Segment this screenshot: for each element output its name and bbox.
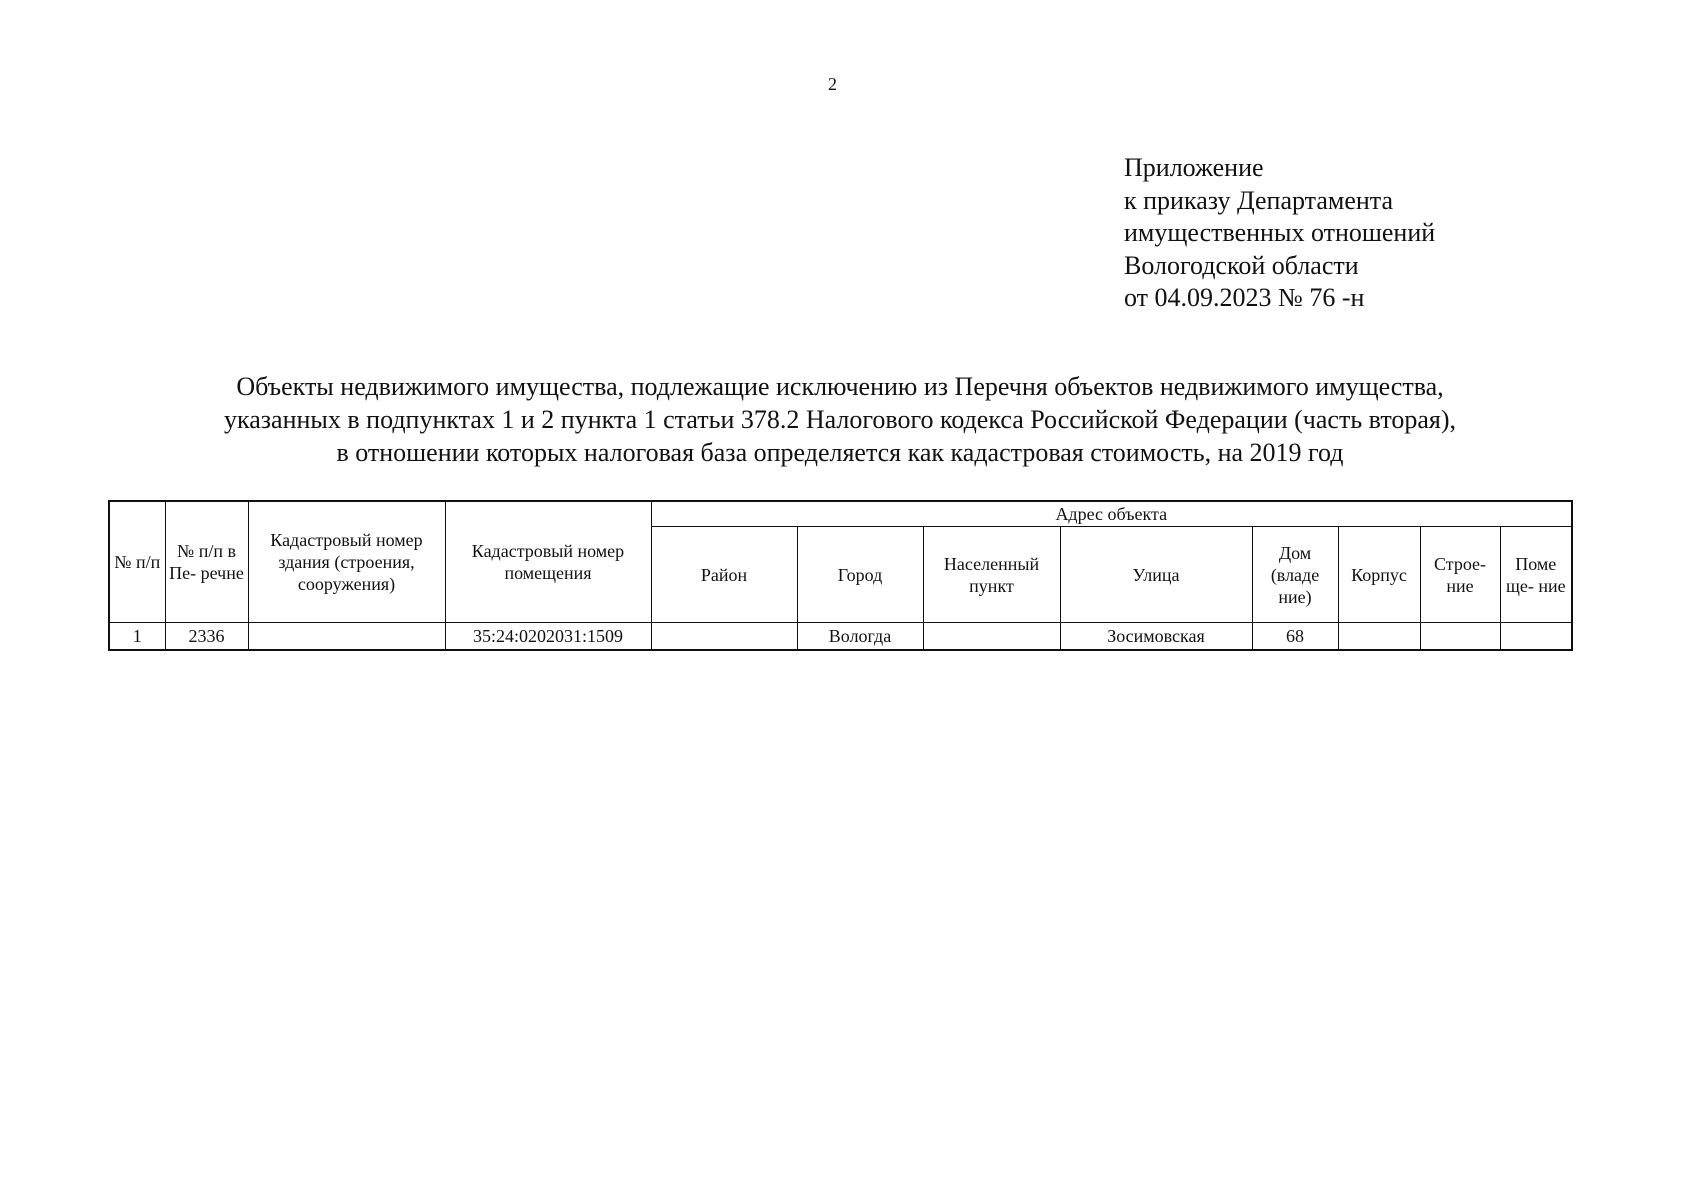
header-building-cadastral: Кадастровый номер здания (строения, сооружения) (248, 501, 445, 623)
page-number: 2 (828, 74, 837, 94)
objects-table (108, 500, 1573, 651)
header-list-num: № п/п в Пе- речне (165, 501, 248, 623)
table-row (109, 623, 1572, 651)
header-settlement: Населенный пункт (923, 527, 1060, 623)
appendix-line: от 04.09.2023 № 76 -н (1124, 283, 1365, 312)
cell-room (1500, 623, 1572, 651)
cell-street: Зосимовская (1060, 623, 1252, 651)
header-structure: Строе- ние (1420, 527, 1500, 623)
header-room: Поме ще- ние (1500, 527, 1572, 623)
appendix-line: имущественных отношений (1124, 218, 1436, 247)
document-title (140, 370, 1540, 469)
header-district: Район (651, 527, 797, 623)
appendix-block (1124, 152, 1435, 315)
header-city: Город (797, 527, 923, 623)
cell-list-num: 2336 (165, 623, 248, 651)
cell-structure (1420, 623, 1500, 651)
title-line: указанных в подпунктах 1 и 2 пункта 1 статьи 378.2 Налогового кодекса Российской Федерации (часть вторая), (224, 405, 1456, 434)
header-block: Корпус (1338, 527, 1420, 623)
cell-premises-cadastral: 35:24:0202031:1509 (445, 623, 651, 651)
appendix-line: Вологодской области (1124, 250, 1359, 280)
cell-building-cadastral (248, 623, 445, 651)
header-address-group: Адрес объекта (651, 501, 1572, 527)
header-premises-cadastral: Кадастровый номер помещения (445, 501, 651, 623)
header-street: Улица (1060, 527, 1252, 623)
cell-num: 1 (109, 623, 165, 651)
appendix-line: к приказу Департамента (1124, 185, 1394, 215)
header-row (109, 501, 1572, 527)
title-line: Объекты недвижимого имущества, подлежащие исключению из Перечня объектов недвижимого имущества, (236, 372, 1444, 401)
cell-district (651, 623, 797, 651)
header-house: Дом (владе ние) (1252, 527, 1338, 623)
title-line: в отношении которых налоговая база определяется как кадастровая стоимость, на 2019 год (336, 438, 1344, 467)
appendix-line: Приложение (1124, 153, 1264, 182)
cell-city: Вологда (797, 623, 923, 651)
header-num: № п/п (109, 501, 165, 623)
cell-block (1338, 623, 1420, 651)
cell-settlement (923, 623, 1060, 651)
cell-house: 68 (1252, 623, 1338, 651)
